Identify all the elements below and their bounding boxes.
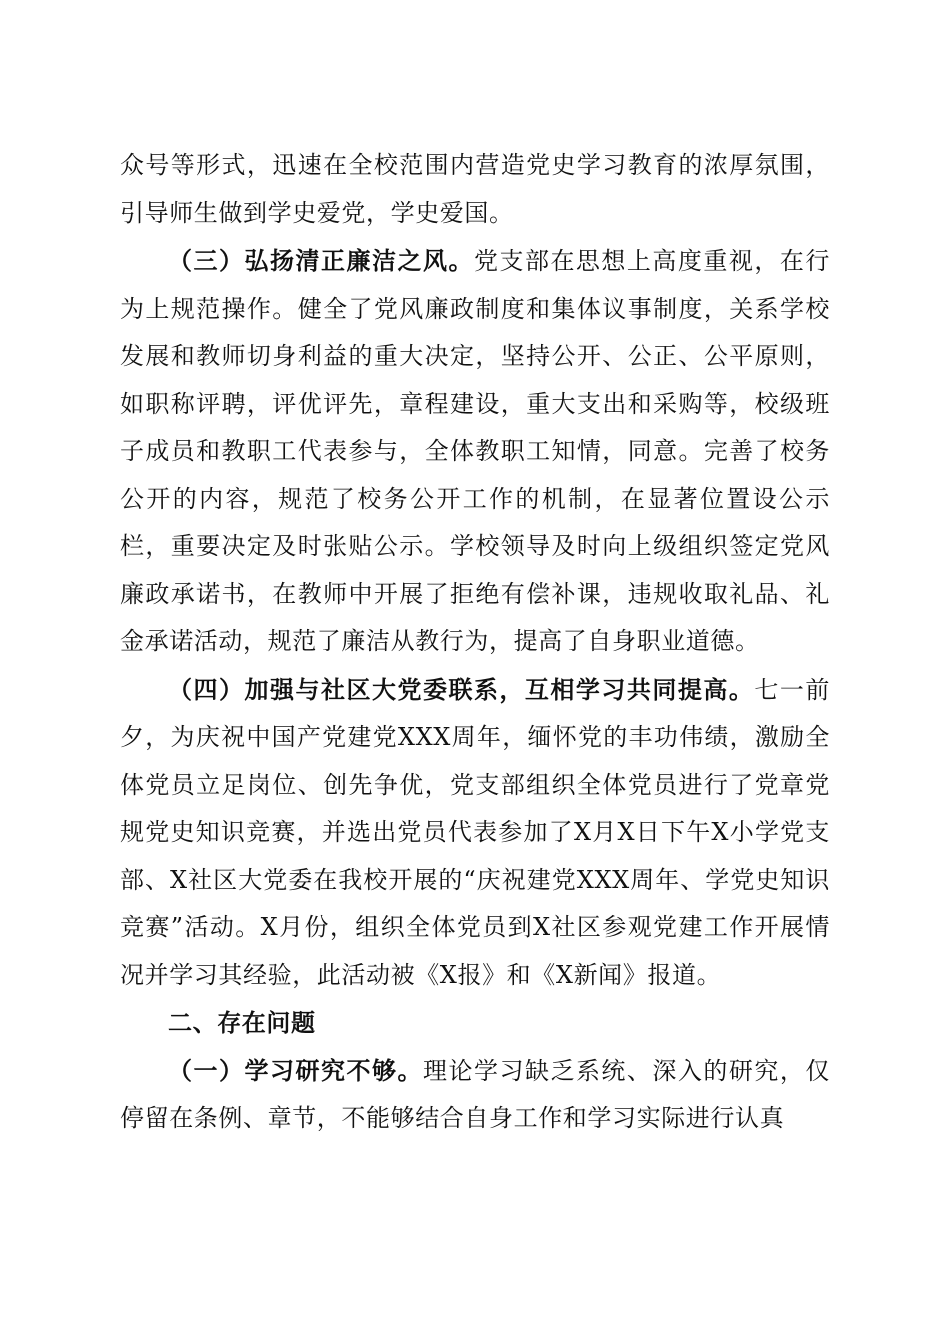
subsection-heading: （一）学习研究不够。	[168, 1055, 423, 1085]
paragraph-section-3	[120, 237, 830, 666]
subsection-heading: （三）弘扬清正廉洁之风。	[168, 246, 474, 275]
paragraph-text: 理论学习缺乏系统、深入的研究，仅停留在条例、章节，不能够结合自身工作和学习实际进行认真	[120, 1056, 831, 1132]
paragraph-section-4	[120, 666, 830, 1000]
section-title	[120, 999, 830, 1047]
paragraph-problem-1	[120, 1047, 830, 1143]
subsection-heading: （四）加强与社区大党委联系，互相学习共同提高。	[168, 674, 755, 704]
section-title-text: 二、存在问题	[168, 1008, 316, 1037]
paragraph-text: 七一前夕，为庆祝中国产党建党XXX周年，缅怀党的丰功伟绩，激励全体党员立足岗位、创先争优，党支部组织全体党员进行了党章党规党史知识竞赛，并选出党员代表参加了X月X日下午X小学党支部、X社区大党委在我校开展的“庆祝建党XXX周年、学党史知识竞赛”活动。X月份，组织全体党员到X社区参观党建工作开展情况并学习其经验，此活动被《X报》和《X新闻》报道。	[120, 675, 830, 989]
paragraph-text: 众号等形式，迅速在全校范围内营造党史学习教育的浓厚氛围，引导师生做到学史爱党，学史爱国。	[120, 151, 830, 227]
paragraph-text: 党支部在思想上高度重视，在行为上规范操作。健全了党风廉政制度和集体议事制度，关系学校发展和教师切身利益的重大决定，坚持公开、公正、公平原则，如职称评聘，评优评先，章程建设，重大支出和采购等，校级班子成员和教职工代表参与，全体教职工知情，同意。完善了校务公开的内容，规范了校务公开工作的机制，在显著位置设公示栏，重要决定及时张贴公示。学校领导及时向上级组织签定党风廉政承诺书，在教师中开展了拒绝有偿补课，违规收取礼品、礼金承诺活动，规范了廉洁从教行为，提高了自身职业道德。	[120, 247, 830, 655]
paragraph-continuation	[120, 142, 830, 237]
document-body	[120, 142, 830, 1143]
